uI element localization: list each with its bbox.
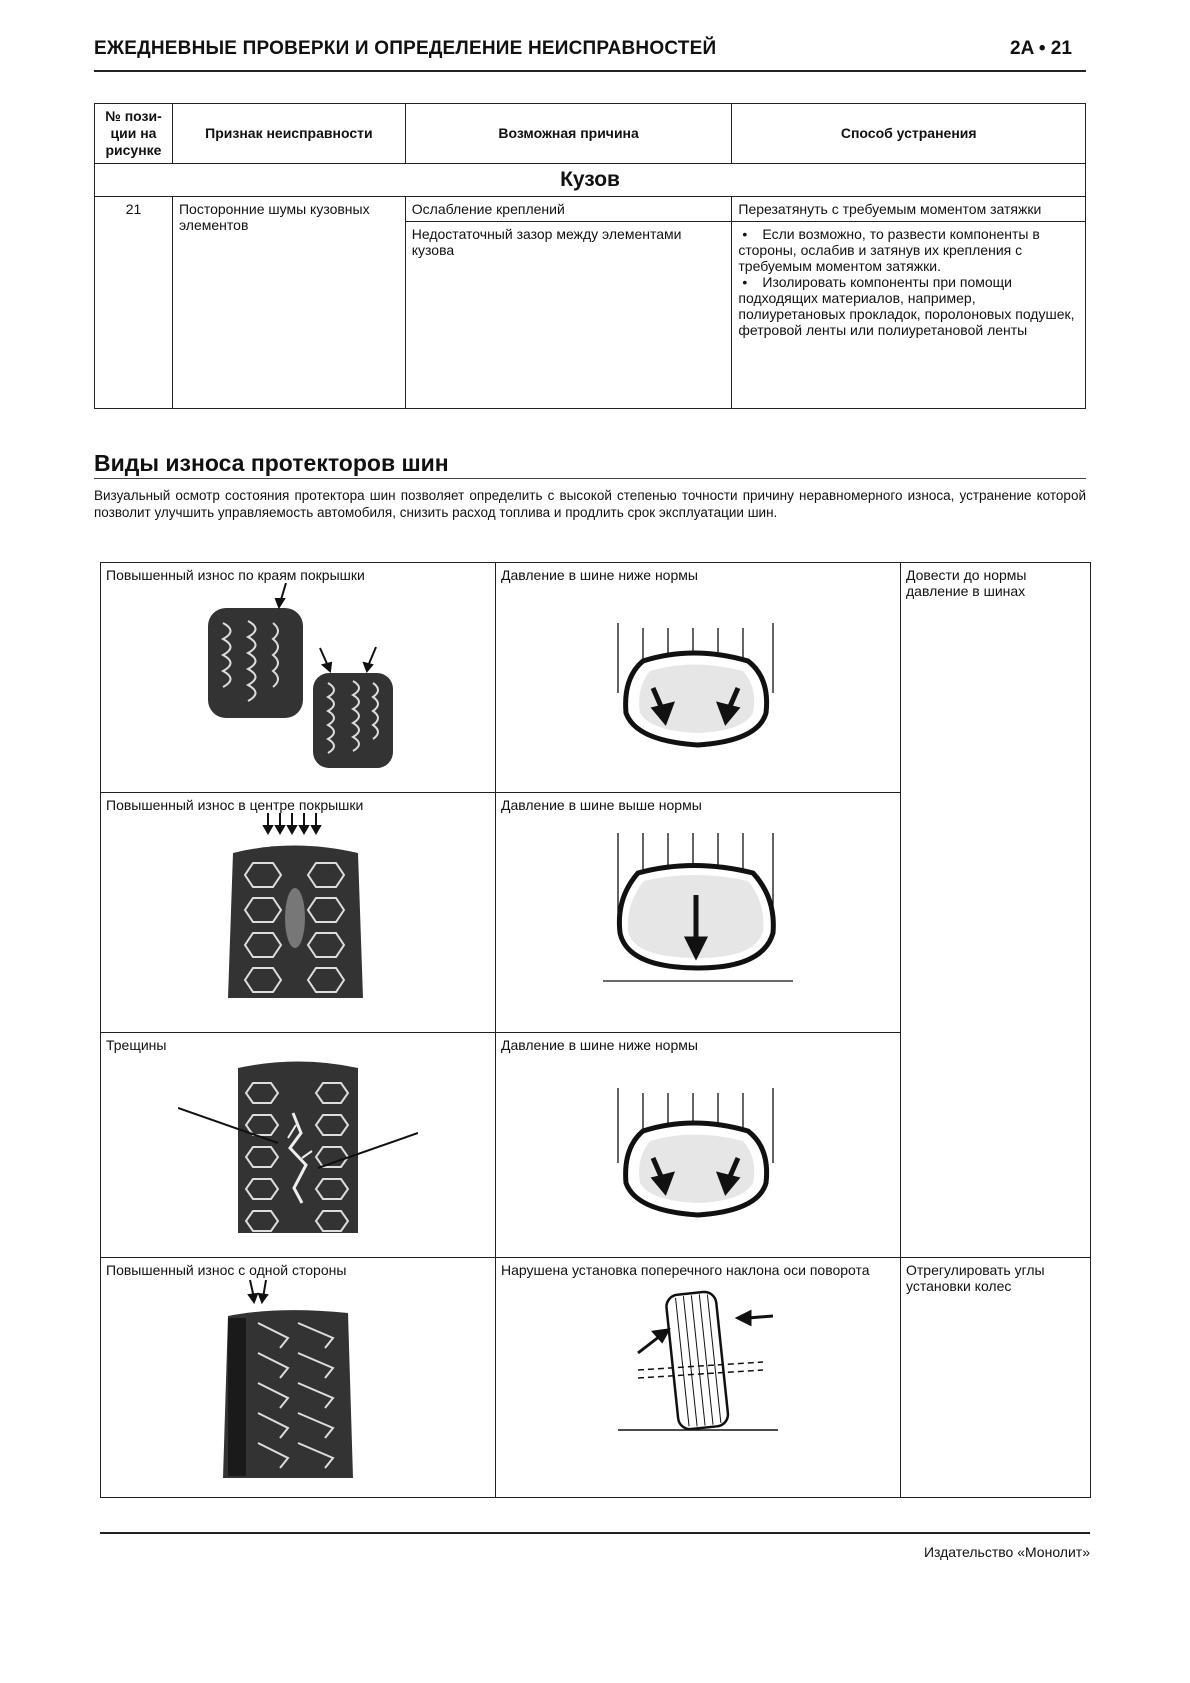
underinflated-tire-diagram: [598, 583, 798, 763]
cause-cell: [496, 563, 901, 793]
publisher: Издательство «Монолит»: [923, 1544, 1090, 1560]
table-row: [101, 1258, 1091, 1498]
row-remedy-2: [732, 222, 1086, 409]
overinflated-tire-diagram: [598, 813, 798, 993]
edge-wear-tire-illustration: [168, 583, 428, 773]
table-row: [101, 563, 1091, 793]
wear-type-cell: [101, 563, 496, 793]
fault-table: [94, 103, 1086, 409]
section-row: [95, 164, 1086, 197]
cause-label: Давление в шине ниже нормы: [501, 567, 698, 583]
one-side-wear-tire-illustration: [188, 1278, 408, 1483]
col-header-cause: Возможная причина: [405, 104, 732, 164]
intro-paragraph: Визуальный осмотр состояния протектора шин позволяет определить с высокой степенью точности причину неравномерного износа, устранение которой позволит улучшить управляемость автомобиля, снизить расход топлива и продлить срок эксплуатации шин.: [94, 488, 1086, 520]
row-remedy-1: Перезатянуть с требуемым моментом затяжки: [732, 197, 1086, 222]
section-title: Кузов: [95, 164, 1086, 197]
remedy-cell: Отрегулировать углы установки колес: [901, 1258, 1091, 1498]
underinflated-tire-diagram: [598, 1053, 798, 1233]
wheel-camber-diagram: [598, 1278, 798, 1443]
row-symptom: Посторонние шумы кузовных элементов: [172, 197, 405, 409]
remedy-bullet-1: • Если возможно, то развести компоненты в стороны, ослабив и затянув их крепления с требуемым моментом затяжки.: [738, 226, 1079, 274]
wear-type-cell: [101, 1033, 496, 1258]
fault-table-header-row: [95, 104, 1086, 164]
cause-label: Нарушена установка поперечного наклона оси поворота: [501, 1262, 870, 1278]
section-heading: Виды износа протекторов шин: [94, 450, 449, 476]
header-rule: [94, 70, 1086, 72]
center-wear-tire-illustration: [198, 813, 398, 1013]
row-cause-1: Ослабление креплений: [405, 197, 732, 222]
wear-type-label: Повышенный износ в центре покрышки: [106, 797, 364, 813]
col-header-position: № пози-ции на рисунке: [95, 104, 173, 164]
wear-type-label: Трещины: [106, 1037, 167, 1053]
wear-type-cell: [101, 793, 496, 1033]
cause-label: Давление в шине выше нормы: [501, 797, 702, 813]
remedy-bullet-2: • Изолировать компоненты при помощи подходящих материалов, например, полиуретановых прокладок, поролоновых подушек, фетровой ленты или полиуретановой ленты: [738, 274, 1079, 338]
running-header-title: ЕЖЕДНЕВНЫЕ ПРОВЕРКИ И ОПРЕДЕЛЕНИЕ НЕИСПРАВНОСТЕЙ: [94, 38, 717, 59]
row-cause-2: Недостаточный зазор между элементами кузова: [405, 222, 732, 409]
cause-cell: [496, 1258, 901, 1498]
row-number: 21: [95, 197, 173, 409]
wear-type-label: Повышенный износ с одной стороны: [106, 1262, 347, 1278]
cause-cell: [496, 793, 901, 1033]
wear-type-label: Повышенный износ по краям покрышки: [106, 567, 365, 583]
cracked-tire-illustration: [178, 1053, 418, 1238]
section-rule: [94, 478, 1086, 479]
wear-type-cell: [101, 1258, 496, 1498]
table-row: [95, 197, 1086, 222]
cause-cell: [496, 1033, 901, 1258]
page-number: 2A • 21: [1010, 38, 1072, 59]
remedy-cell: Довести до нормы давление в шинах: [901, 563, 1091, 1258]
footer-rule: [100, 1532, 1090, 1534]
cause-label: Давление в шине ниже нормы: [501, 1037, 698, 1053]
col-header-symptom: Признак неисправности: [172, 104, 405, 164]
tread-wear-table: [100, 562, 1091, 1498]
col-header-remedy: Способ устранения: [732, 104, 1086, 164]
